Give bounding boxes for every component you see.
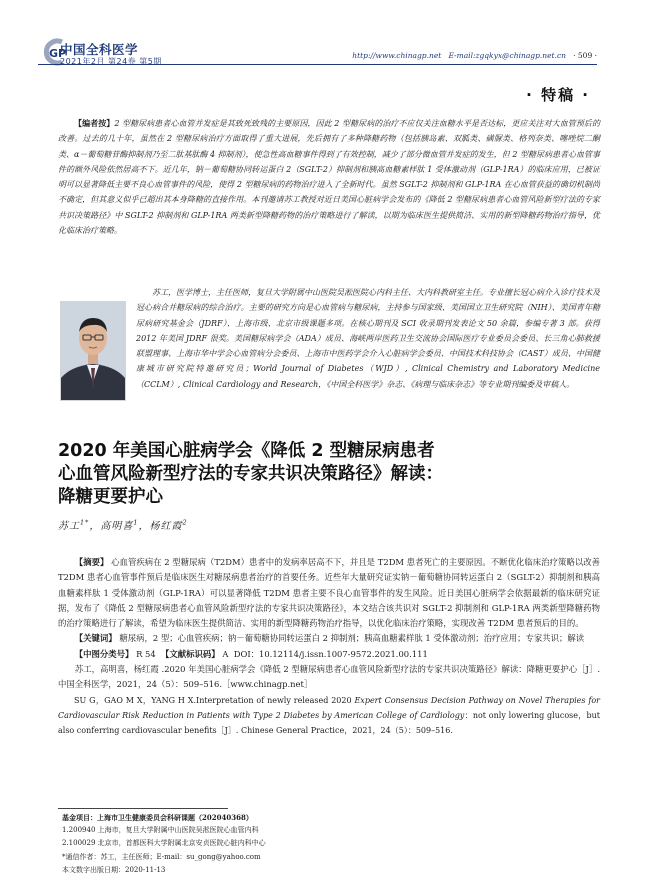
author-name: ，杨红霞 [138, 521, 183, 532]
keywords-paragraph [58, 631, 600, 646]
title-line-2: 心血管风险新型疗法的专家共识决策路径》解读： [58, 464, 443, 484]
issue-info: 2021年2月 第24卷 第5期 [60, 57, 162, 66]
title-line-3: 降糖更要护心 [58, 487, 163, 507]
classification-paragraph [58, 647, 600, 662]
abstract-block [58, 555, 600, 739]
article-title [58, 440, 618, 509]
journal-name: 中国全科医学 [60, 42, 139, 57]
citation-cn: 苏工，高明喜，杨红霞 .2020 年美国心脏病学会《降低 2 型糖尿病患者心血管风险新型疗法的专家共识决策路径》解读：降糖更要护心［J］. 中国全科医学，2021，24（5）：509–516.［www.chinagp.net］ [58, 664, 600, 690]
author-affiliation-mark: 2 [182, 518, 188, 527]
journal-email-link[interactable]: E-mail:zgqkyx@chinagp.net.cn [448, 51, 566, 60]
class-tag: 【中图分类号】 [74, 648, 134, 659]
author-bio-text: 苏工，医学博士，主任医师，复旦大学附属中山医院吴淞医院心内科主任、大内科教研室主任。专业擅长冠心病介入诊疗技术及冠心病合并糖尿病的综合治疗。主要的研究方向是心血管病与糖尿病，主持参与国家级、美国国立卫生研究院（NIH）、美国青年糖尿病研究基金会（JDRF）、上海市级、北京市级课题多项。在核心期刊及 SCI 收录期刊发表论文 50 余篇，参编专著 3 部。获得 2012 年美国 JDRF 很奖。美国糖尿病学会（ADA）成员、海峡两岸医药卫生交流协会国际医疗专业委员会委员、长三角心肺救援联盟理事、上海市华中学会心血管病分会委员、上海市中医药学会介入心脏病学会委员、中国技术科技协会（CAST）成员、中国健康城市研究院特邀研究员；World Journal of Diabetes（WJD）, Clinical Chemistry and Laboratory Medicine（CCLM）, Clinical Cardiology and Research，《中国全科医学》杂志、《病理与临床杂志》等专业期刊编委及审稿人。 [136, 288, 600, 389]
author-photo [60, 301, 126, 401]
abstract-paragraph [58, 555, 600, 631]
column-title: · 特稿 · [526, 86, 590, 104]
citation-en [58, 693, 600, 739]
author-bio [58, 285, 600, 409]
author-portrait-icon [61, 302, 125, 400]
corresponding-author: *通信作者：苏工，主任医师；E-mail：su_gong@yahoo.com [62, 852, 261, 861]
author-list [58, 517, 188, 532]
author-name: ，高明喜 [89, 521, 134, 532]
keywords-text: 糖尿病，2 型；心血管疾病；钠－葡萄糖协同转运蛋白 2 抑制剂；胰高血糖素样肽 1 受体激动剂；治疗应用；专家共识；解读 [119, 633, 585, 644]
footnote-divider [58, 808, 228, 809]
doc-code-tag: 【文献标识码】 [161, 648, 220, 659]
doc-code: A [222, 648, 229, 659]
citation-en-italic-title: Expert Consensus Decision Pathway on Novel Therapies for Cardiovascular Risk Reduction in Patients with Type 2 Diabetes by American College of Cardiology [58, 695, 600, 720]
title-line-1: 2020 年美国心脏病学会《降低 2 型糖尿病患者 [58, 441, 435, 461]
citation-en-authors: SU G，GAO M X，YANG H X.Interpretation of newly released 2020 [74, 695, 355, 705]
author-name: 苏工 [58, 521, 80, 532]
svg-text:GP: GP [49, 47, 67, 60]
author-affiliation-mark: 1* [80, 518, 90, 527]
header-links [352, 51, 597, 60]
affiliation-2: 2.100029 北京市，首都医科大学附属北京安贞医院心脏内科中心 [62, 839, 266, 848]
abstract-text: 心血管疾病在 2 型糖尿病（T2DM）患者中的发病率居高不下，并且是 T2DM 患者死亡的主要原因。不断优化临床治疗策略以改善 T2DM 患者心血管事件预后是临床医生对糖尿病患者治疗的首要任务。近些年大量研究证实钠－葡萄糖协同转运蛋白 2（SGLT-2）抑制剂和胰高血糖素样肽 1 受体激动剂（GLP-1RA）可以显著降低 T2DM 患者主要不良心血管事件的发生风险。近日美国心脏病学会依据最新的临床研究证据，发布了《降低 2 型糖尿病患者心血管风险新型疗法的专家共识决策路径》，本文结合该共识对 SGLT-2 抑制剂和 GLP-1RA 两类新型降糖药物的治疗策略进行了解读，希望为临床医生提供简洁、实用的新型降糖药物治疗指导，以优化临床治疗策略，实现改善 T2DM 患者预后的目的。 [58, 557, 601, 629]
page-number: · 509 · [573, 51, 597, 60]
abstract-tag: 【摘要】 [74, 557, 109, 567]
citation-en-rest: ：not only lowering glucose，but also conferring cardiovascular benefits［J］. Chinese General Practice，2021，24（5）：509–516. [58, 710, 601, 736]
editor-note [58, 116, 600, 238]
keywords-tag: 【关键词】 [74, 633, 117, 644]
editor-note-text: 2 型糖尿病患者心血管并发症是其致死致残的主要原因，因此 2 型糖尿病的治疗不应仅关注血糖水平是否达标，更应关注对大血管预后的改善。过去的几十年，虽然在 2 型糖尿病治疗方面取得了重大进展，先后拥有了多种降糖药物（包括胰岛素、双胍类、磺脲类、格列奈类、噻唑烷二酮类、α－葡萄糖苷酶抑制剂乃至二肽基肽酶 4 抑制剂），使急性高血糖事件得到了有效控制，减少了部分微血管并发症的发生，但 2 型糖尿病患者心血管事件的额外风险依然居高不下。近几年，钠－葡萄糖协同转运蛋白 2（SGLT-2）抑制剂和胰高血糖素样肽 1 受体激动剂（GLP-1RA）的临床应用，已被证明可以显著降低主要不良心血管事件的风险，使得 2 型糖尿病的药物治疗进入了全新时代。虽然 SGLT-2 抑制剂和 GLP-1RA 在心血管获益的确切机制尚不确定，但其意义似乎已超出其本身降糖的直接作用。本刊邀请苏工教授对近日美国心脏病学会发布的《降低 2 型糖尿病患者心血管风险新型疗法的专家共识决策路径》中 SGLT-2 抑制剂和 GLP-1RA 两类新型降糖药物的治疗策略进行了解读，以期为临床医生提供简洁、实用的新型降糖药物治疗指导，优化临床治疗策略。 [58, 119, 600, 236]
publication-date: 本文数字出版日期：2020-11-13 [62, 865, 166, 874]
affiliation-1: 1.200940 上海市，复旦大学附属中山医院吴淞医院心血管内科 [62, 826, 259, 835]
author-affiliation-mark: 1 [133, 518, 139, 527]
doi-text[interactable]: DOI：10.12114/j.issn.1007-9572.2021.00.111 [233, 648, 428, 659]
fund-note: 基金项目：上海市卫生健康委员会科研课题（202040368） [62, 813, 253, 822]
class-number: R 54 [136, 648, 156, 659]
header-divider [38, 64, 597, 65]
journal-url-link[interactable]: http://www.chinagp.net [352, 51, 442, 60]
editor-note-tag: 【编者按】 [74, 118, 115, 128]
footnotes [62, 811, 582, 877]
